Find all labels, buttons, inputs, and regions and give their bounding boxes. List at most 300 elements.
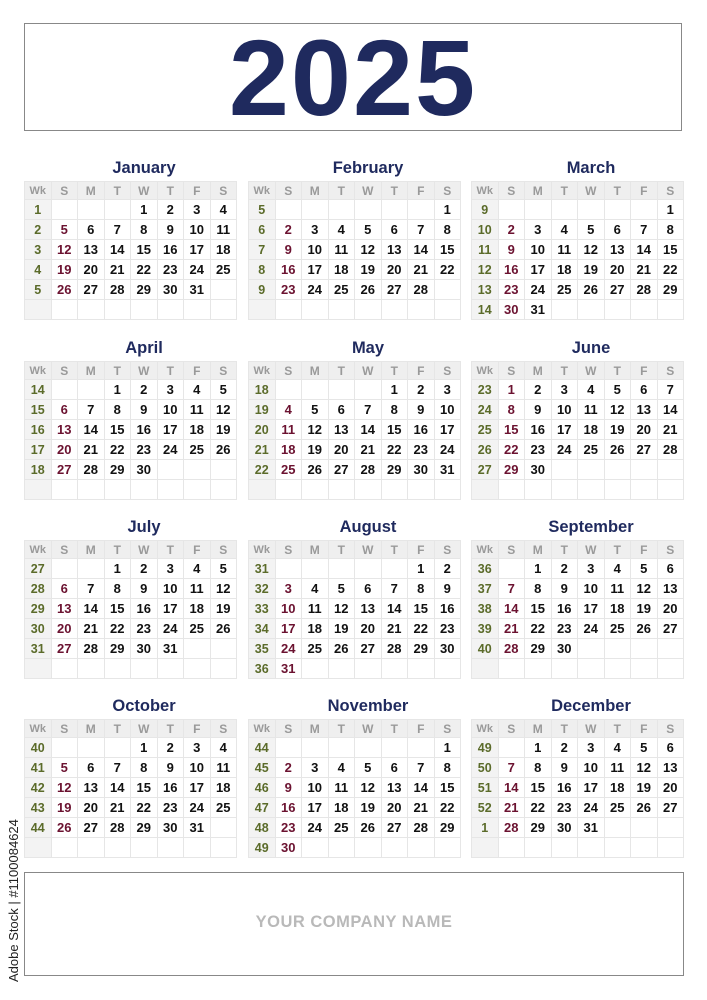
day-cell: 30 [131,639,158,659]
day-cell: 3 [184,200,211,220]
day-cell: 4 [328,758,355,778]
day-cell: 28 [78,460,105,480]
week-number-header: Wk [472,362,499,380]
day-cell: 21 [631,260,658,280]
day-cell: 13 [355,599,382,619]
day-cell: 18 [328,798,355,818]
day-cell [578,659,605,679]
week-number: 32 [249,579,276,599]
week-row [249,778,461,798]
weekday-header: T [328,720,355,738]
day-cell: 11 [184,579,211,599]
day-cell [157,838,184,858]
day-cell: 15 [381,420,408,440]
day-cell [631,460,658,480]
week-number: 42 [25,778,52,798]
day-cell: 28 [498,818,525,838]
month-table [471,361,684,500]
weekday-header: S [51,541,78,559]
day-cell: 8 [657,220,684,240]
month-name: November [327,697,409,715]
month-table [248,540,461,679]
day-cell: 20 [355,619,382,639]
day-cell: 28 [78,639,105,659]
day-cell: 23 [275,280,302,300]
day-cell: 16 [275,260,302,280]
weekday-header: M [78,720,105,738]
day-cell [302,838,329,858]
day-cell: 25 [604,619,631,639]
day-cell [78,300,105,320]
day-cell [328,559,355,579]
weekday-header: M [525,362,552,380]
day-cell: 15 [498,420,525,440]
day-cell: 20 [657,599,684,619]
day-cell: 16 [525,420,552,440]
weekday-header: F [408,362,435,380]
stock-watermark-id: Adobe Stock | #1100084624 [6,819,21,982]
day-cell [302,480,329,500]
day-cell: 28 [381,639,408,659]
day-cell: 24 [525,280,552,300]
day-cell: 2 [275,758,302,778]
weekday-header-row [25,182,237,200]
weekday-header: S [275,182,302,200]
day-cell: 16 [131,420,158,440]
day-cell: 28 [631,280,658,300]
day-cell [157,659,184,679]
weekday-header: S [498,720,525,738]
week-number-header: Wk [25,541,52,559]
weekday-header: T [381,182,408,200]
day-cell: 14 [631,240,658,260]
day-cell [51,738,78,758]
day-cell: 25 [302,639,329,659]
day-cell: 5 [51,220,78,240]
day-cell: 7 [408,758,435,778]
weekday-header-row [249,541,461,559]
day-cell: 17 [302,260,329,280]
week-number: 31 [249,559,276,579]
company-name: YOUR COMPANY NAME [255,913,453,931]
week-number: 41 [25,758,52,778]
weekday-header-row [472,541,684,559]
week-row [472,559,684,579]
weekday-header: S [657,720,684,738]
day-cell [104,738,131,758]
day-cell: 1 [657,200,684,220]
day-cell: 18 [578,420,605,440]
weekday-header: M [525,182,552,200]
month-table [248,181,461,320]
day-cell [408,838,435,858]
day-cell: 5 [631,738,658,758]
day-cell: 21 [657,420,684,440]
day-cell: 5 [604,380,631,400]
week-row [249,460,461,480]
weekday-header: F [408,541,435,559]
day-cell: 2 [131,380,158,400]
day-cell: 22 [381,440,408,460]
day-cell [157,300,184,320]
day-cell: 17 [525,260,552,280]
day-cell [657,639,684,659]
day-cell: 27 [51,639,78,659]
week-number: 24 [472,400,499,420]
day-cell: 28 [498,639,525,659]
day-cell [631,818,658,838]
month-april [24,335,236,500]
day-cell [302,738,329,758]
day-cell [525,838,552,858]
day-cell: 5 [578,220,605,240]
day-cell: 7 [78,400,105,420]
day-cell: 23 [434,619,461,639]
day-cell [210,460,237,480]
day-cell: 15 [104,599,131,619]
weekday-header: W [578,362,605,380]
month-table [248,361,461,500]
day-cell: 29 [434,818,461,838]
day-cell: 23 [275,818,302,838]
day-cell: 25 [551,280,578,300]
day-cell: 24 [184,260,211,280]
day-cell: 6 [657,738,684,758]
weekday-header: T [604,541,631,559]
week-row [249,758,461,778]
day-cell: 28 [408,280,435,300]
day-cell: 25 [210,798,237,818]
week-row [472,778,684,798]
week-row [25,440,237,460]
week-number: 1 [472,818,499,838]
weekday-header: W [131,182,158,200]
week-row [472,798,684,818]
week-row [249,420,461,440]
day-cell: 11 [551,240,578,260]
day-cell: 8 [104,400,131,420]
month-table [24,719,237,858]
day-cell: 29 [657,280,684,300]
week-number: 11 [472,240,499,260]
day-cell [434,300,461,320]
day-cell: 25 [604,798,631,818]
day-cell [184,838,211,858]
day-cell: 27 [631,440,658,460]
day-cell: 31 [184,280,211,300]
day-cell [604,200,631,220]
week-row [472,619,684,639]
week-row [249,300,461,320]
day-cell [408,300,435,320]
day-cell [408,659,435,679]
weekday-header-row [472,182,684,200]
day-cell: 6 [78,220,105,240]
day-cell: 23 [157,260,184,280]
weekday-header: T [604,720,631,738]
day-cell: 1 [104,559,131,579]
year-header-box [24,17,682,138]
day-cell: 28 [657,440,684,460]
day-cell: 11 [302,599,329,619]
day-cell [604,659,631,679]
day-cell: 19 [51,260,78,280]
week-number: 2 [25,220,52,240]
day-cell: 25 [328,280,355,300]
day-cell [78,380,105,400]
day-cell: 30 [525,460,552,480]
day-cell: 4 [210,200,237,220]
day-cell [498,659,525,679]
weekday-header-row [249,182,461,200]
week-row [25,480,237,500]
day-cell: 22 [131,260,158,280]
weekday-header: W [131,362,158,380]
day-cell: 26 [604,440,631,460]
day-cell: 19 [631,778,658,798]
week-row [472,220,684,240]
day-cell [631,659,658,679]
day-cell: 7 [104,758,131,778]
day-cell: 23 [551,798,578,818]
day-cell: 7 [381,579,408,599]
day-cell: 10 [184,758,211,778]
day-cell: 21 [78,440,105,460]
weekday-header: T [381,720,408,738]
weekday-header: F [631,362,658,380]
day-cell: 7 [631,220,658,240]
day-cell [631,838,658,858]
day-cell: 5 [210,380,237,400]
month-name: February [332,159,404,177]
week-number: 23 [472,380,499,400]
day-cell [578,300,605,320]
day-cell [328,380,355,400]
day-cell: 27 [657,798,684,818]
day-cell: 12 [604,400,631,420]
day-cell [381,200,408,220]
week-number: 25 [472,420,499,440]
day-cell [210,838,237,858]
week-number-header: Wk [249,182,276,200]
day-cell: 1 [434,738,461,758]
day-cell: 20 [631,420,658,440]
company-name-box [24,872,684,976]
day-cell: 7 [498,579,525,599]
day-cell: 9 [131,400,158,420]
day-cell [525,200,552,220]
weekday-header: S [210,720,237,738]
day-cell: 10 [157,579,184,599]
day-cell [210,818,237,838]
day-cell: 18 [604,778,631,798]
weekday-header: S [210,182,237,200]
month-february [248,155,460,320]
day-cell: 14 [498,778,525,798]
weekday-header: T [157,541,184,559]
day-cell [184,300,211,320]
day-cell: 23 [131,440,158,460]
day-cell: 8 [498,400,525,420]
day-cell [104,200,131,220]
day-cell: 15 [525,778,552,798]
day-cell: 4 [210,738,237,758]
week-row [472,300,684,320]
day-cell [184,480,211,500]
day-cell: 11 [604,579,631,599]
weekday-header: M [78,541,105,559]
month-august [248,514,460,679]
day-cell [525,659,552,679]
week-row [249,559,461,579]
week-number: 22 [249,460,276,480]
day-cell: 17 [578,599,605,619]
day-cell [381,659,408,679]
day-cell [355,480,382,500]
week-number: 51 [472,778,499,798]
day-cell: 15 [408,599,435,619]
day-cell: 26 [631,798,658,818]
week-row [25,798,237,818]
day-cell: 11 [578,400,605,420]
weekday-header: W [578,182,605,200]
week-row [25,818,237,838]
day-cell: 21 [104,798,131,818]
month-june [471,335,683,500]
weekday-header-row [25,541,237,559]
day-cell [328,480,355,500]
day-cell: 21 [104,260,131,280]
week-number: 1 [25,200,52,220]
day-cell: 20 [381,798,408,818]
day-cell [408,738,435,758]
day-cell: 5 [210,559,237,579]
day-cell [578,200,605,220]
weekday-header: W [131,720,158,738]
day-cell: 20 [78,798,105,818]
week-number: 40 [472,639,499,659]
month-name: May [351,339,385,357]
day-cell: 14 [104,778,131,798]
day-cell [657,818,684,838]
day-cell: 6 [631,380,658,400]
day-cell: 15 [104,420,131,440]
day-cell: 12 [302,420,329,440]
weekday-header: T [157,182,184,200]
day-cell: 28 [104,280,131,300]
day-cell [328,200,355,220]
day-cell: 21 [355,440,382,460]
day-cell [131,838,158,858]
week-number: 26 [472,440,499,460]
day-cell: 17 [157,420,184,440]
day-cell [657,838,684,858]
day-cell: 24 [578,798,605,818]
month-may [248,335,460,500]
day-cell: 14 [78,420,105,440]
day-cell: 21 [78,619,105,639]
day-cell: 11 [328,240,355,260]
day-cell: 10 [551,400,578,420]
year-title: 2025 [228,17,478,138]
day-cell: 18 [302,619,329,639]
day-cell: 23 [498,280,525,300]
week-row [249,200,461,220]
weekday-header: F [631,720,658,738]
day-cell: 13 [51,599,78,619]
day-cell: 22 [408,619,435,639]
day-cell: 27 [381,280,408,300]
week-number-header: Wk [25,720,52,738]
day-cell: 11 [604,758,631,778]
day-cell [78,559,105,579]
weekday-header: T [104,362,131,380]
day-cell [328,300,355,320]
day-cell: 23 [157,798,184,818]
day-cell: 27 [604,280,631,300]
day-cell: 10 [302,778,329,798]
month-july [24,514,236,679]
day-cell [355,380,382,400]
week-number: 10 [472,220,499,240]
day-cell [184,639,211,659]
weekday-header: W [355,541,382,559]
day-cell: 22 [104,619,131,639]
day-cell: 9 [275,778,302,798]
day-cell: 26 [355,818,382,838]
week-row [249,599,461,619]
weekday-header: S [210,541,237,559]
day-cell [604,300,631,320]
week-number-header: Wk [472,182,499,200]
week-number: 28 [25,579,52,599]
day-cell: 30 [434,639,461,659]
week-row [249,280,461,300]
week-row [249,400,461,420]
week-row [25,260,237,280]
day-cell [51,838,78,858]
day-cell: 6 [381,758,408,778]
day-cell [275,559,302,579]
day-cell: 23 [408,440,435,460]
week-row [25,599,237,619]
day-cell: 11 [210,220,237,240]
day-cell [355,300,382,320]
day-cell: 10 [157,400,184,420]
day-cell: 4 [328,220,355,240]
day-cell: 12 [355,778,382,798]
day-cell [434,480,461,500]
day-cell: 14 [104,240,131,260]
day-cell [551,480,578,500]
day-cell: 25 [275,460,302,480]
day-cell [131,659,158,679]
weekday-header: W [578,720,605,738]
day-cell: 21 [408,798,435,818]
day-cell: 24 [275,639,302,659]
week-number: 44 [25,818,52,838]
day-cell [302,300,329,320]
day-cell: 24 [184,798,211,818]
month-table [471,540,684,679]
day-cell: 8 [525,579,552,599]
day-cell [104,659,131,679]
day-cell: 1 [408,559,435,579]
day-cell: 29 [131,818,158,838]
day-cell: 8 [131,758,158,778]
day-cell: 22 [525,619,552,639]
weekday-header: S [434,541,461,559]
